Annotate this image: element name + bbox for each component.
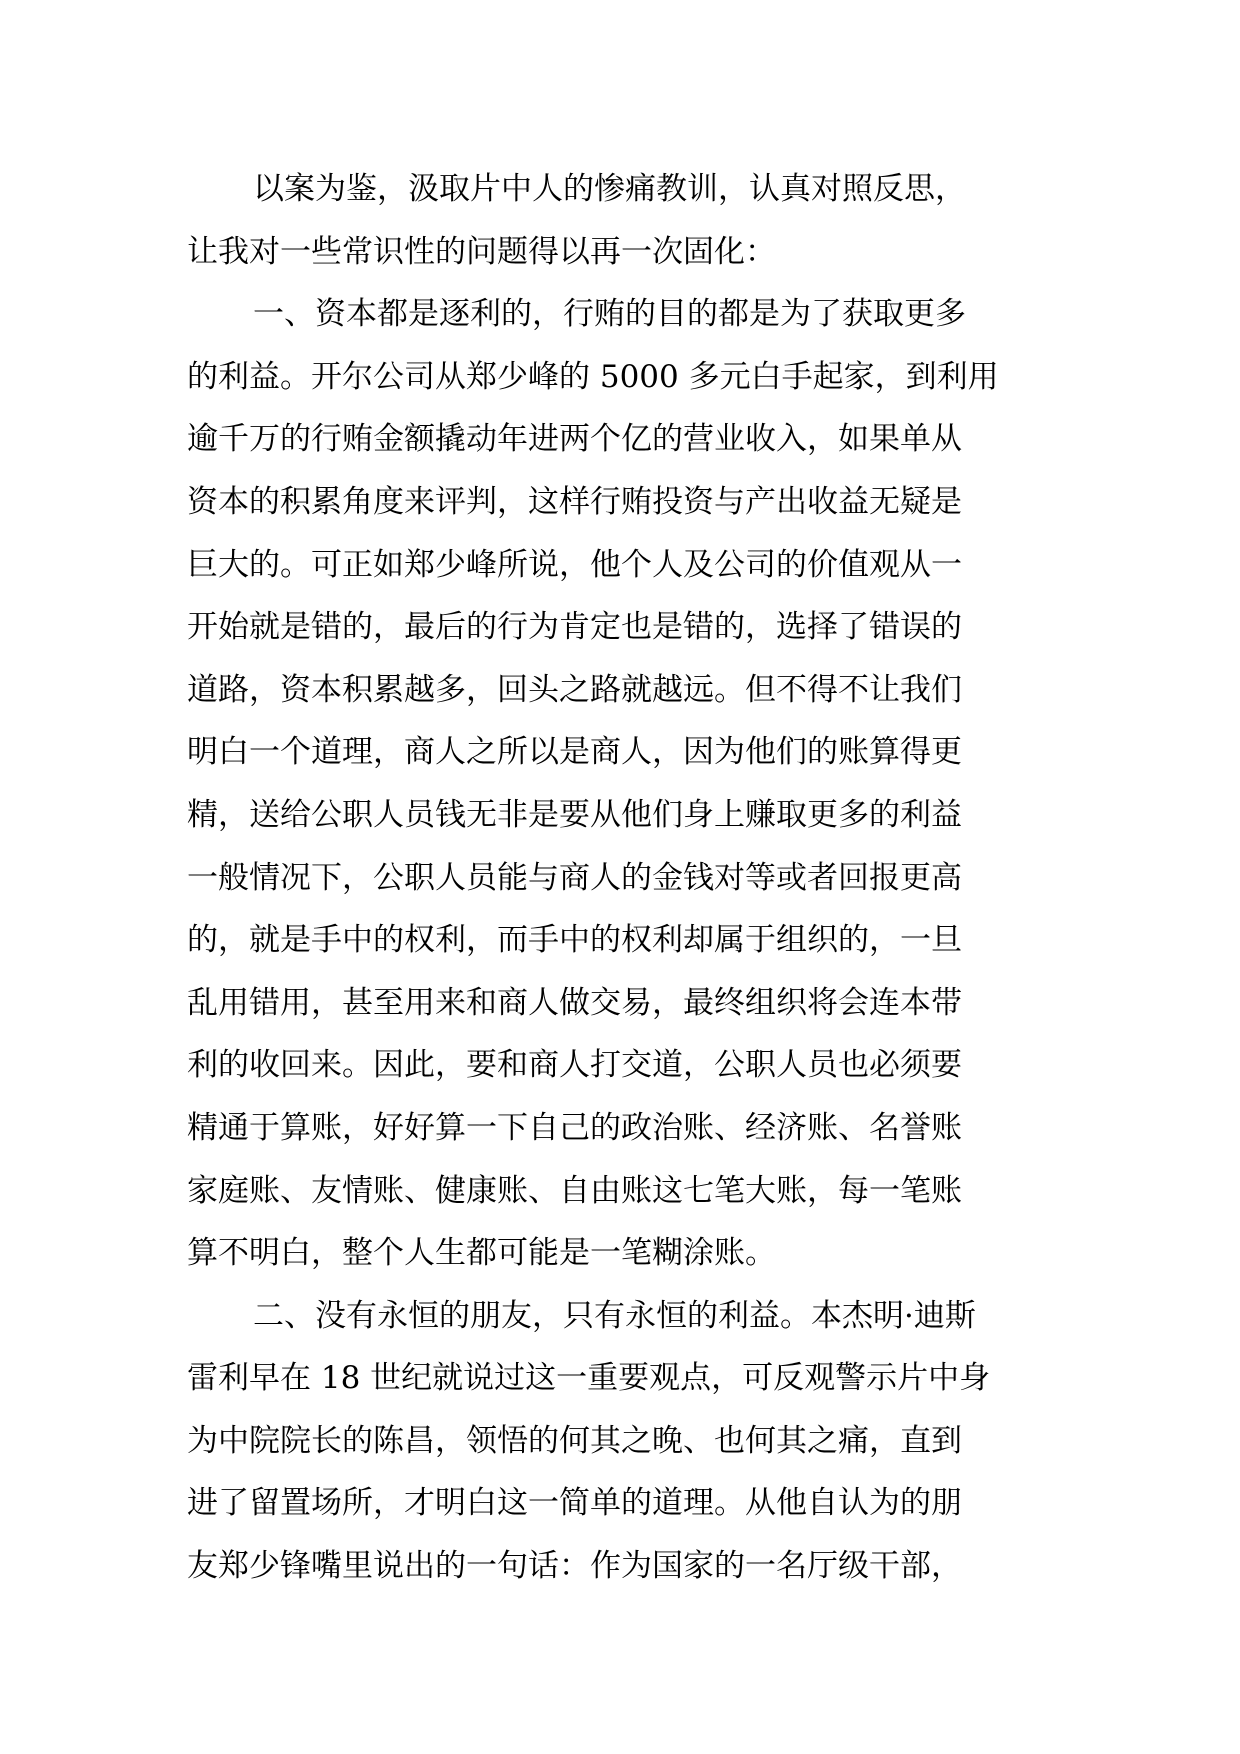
paragraph-line: 道路，资本积累越多，回头之路就越远。但不得不让我们 — [187, 671, 962, 708]
document-body — [187, 158, 1055, 1598]
paragraph-first-line: 二、没有永恒的朋友，只有永恒的利益。本杰明·迪斯 — [253, 1297, 976, 1334]
paragraph-line: 家庭账、友情账、健康账、自由账这七笔大账，每一笔账 — [187, 1172, 962, 1209]
paragraph-line: 精通于算账，好好算一下自己的政治账、经济账、名誉账 — [187, 1109, 962, 1146]
paragraph-line: 的，就是手中的权利，而手中的权利却属于组织的，一旦 — [187, 922, 962, 959]
paragraph-line: 为中院院长的陈昌，领悟的何其之晚、也何其之痛，直到 — [187, 1422, 962, 1459]
paragraph-line: 的利益。开尔公司从郑少峰的 5000 多元白手起家，到利用 — [187, 358, 999, 395]
paragraph-line: 一般情况下，公职人员能与商人的金钱对等或者回报更高 — [187, 859, 962, 896]
paragraph-line: 逾千万的行贿金额撬动年进两个亿的营业收入，如果单从 — [187, 421, 962, 458]
paragraph-first-line: 以案为鉴，汲取片中人的惨痛教训，认真对照反思， — [253, 171, 966, 207]
paragraph-first-line: 一、资本都是逐利的，行贿的目的都是为了获取更多 — [253, 296, 966, 333]
paragraph-line: 友郑少锋嘴里说出的一句话：作为国家的一名厅级干部， — [187, 1548, 962, 1585]
paragraph-line: 开始就是错的，最后的行为肯定也是错的，选择了错误的 — [187, 609, 962, 646]
paragraph-line: 资本的积累角度来评判，这样行贿投资与产出收益无疑是 — [187, 483, 962, 520]
paragraph-line: 精，送给公职人员钱无非是要从他们身上赚取更多的利益 — [187, 796, 962, 833]
paragraph-line: 明白一个道理，商人之所以是商人，因为他们的账算得更 — [187, 734, 962, 771]
paragraph-line: 乱用错用，甚至用来和商人做交易，最终组织将会连本带 — [187, 984, 962, 1021]
paragraph-line: 利的收回来。因此，要和商人打交道，公职人员也必须要 — [187, 1047, 962, 1084]
paragraph-line: 让我对一些常识性的问题得以再一次固化： — [187, 233, 776, 270]
paragraph-line: 进了留置场所，才明白这一简单的道理。从他自认为的朋 — [187, 1485, 962, 1522]
paragraph-line: 巨大的。可正如郑少峰所说，他个人及公司的价值观从一 — [187, 546, 962, 583]
paragraph-line: 雷利早在 18 世纪就说过这一重要观点，可反观警示片中身 — [187, 1360, 991, 1397]
paragraph-line: 算不明白，整个人生都可能是一笔糊涂账。 — [187, 1235, 776, 1272]
